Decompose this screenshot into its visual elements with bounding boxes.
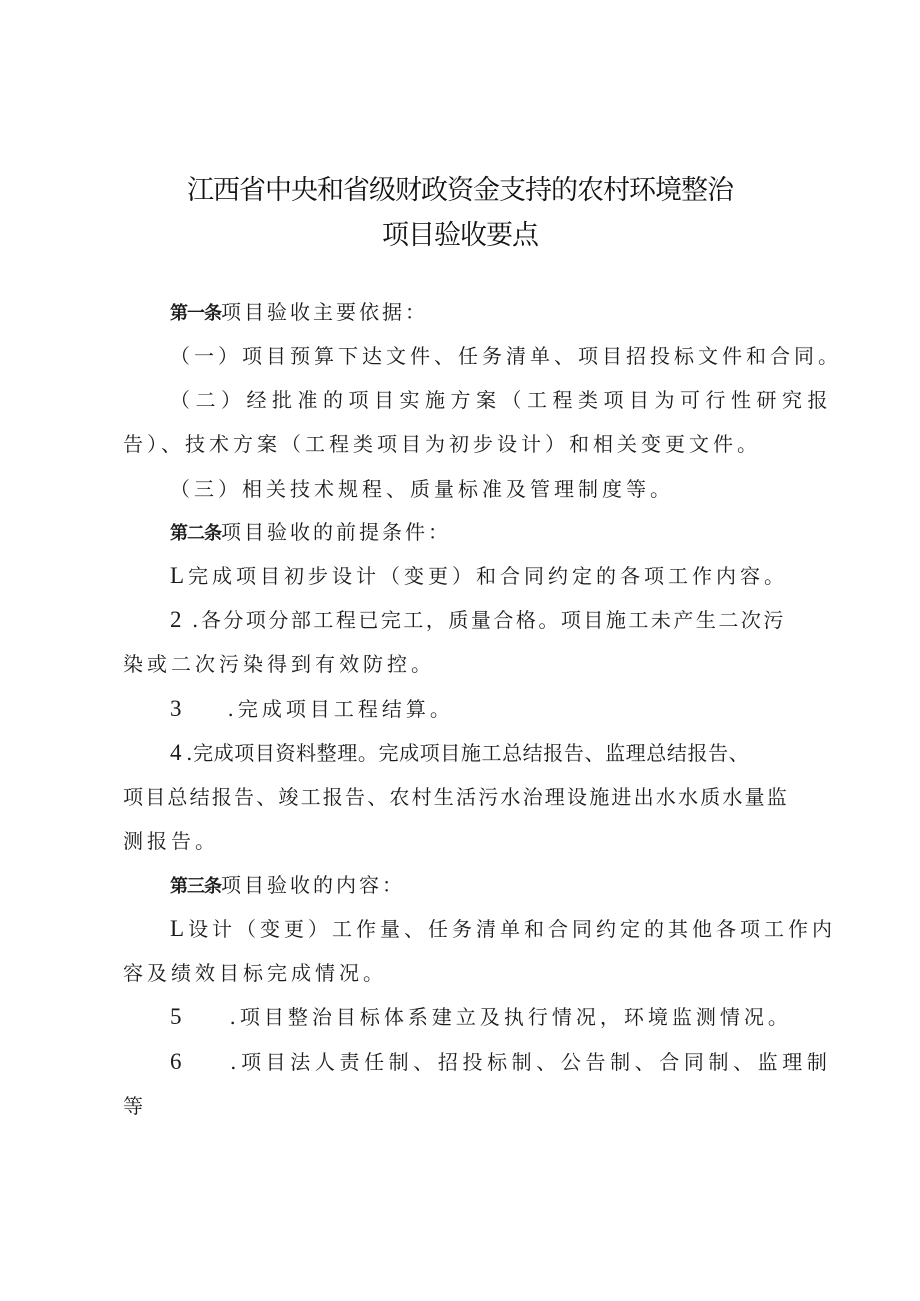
article-3-item-1-line-1: [170, 917, 836, 941]
article-1-heading: [170, 300, 428, 326]
article-3-item-1-line-2: 容及绩效目标完成情况。: [123, 961, 387, 985]
article-2-item-2-text: .各分项分部工程已完工，质量合格。项目施工未产生二次污: [192, 608, 786, 632]
article-1-item-2-line-1: （二）经批准的项目实施方案（工程类项目为可行性研究报: [170, 388, 833, 412]
article-1-text: 项目验收主要依据：: [221, 300, 428, 324]
article-2-item-1-text: 完成项目初步设计（变更）和合同约定的各项工作内容。: [188, 564, 789, 588]
article-2-item-4-number: 4: [170, 740, 183, 765]
article-3-item-1-number: L: [170, 916, 189, 941]
article-2-item-4-line-1: [170, 741, 749, 765]
article-2-item-3: [170, 697, 454, 721]
article-1-item-2-line-2: 告）、技术方案（工程类项目为初步设计）和相关变更文件。: [123, 432, 761, 456]
article-3-item-6-text: .项目法人责任制、招投标制、公告制、合同制、监理制: [230, 1050, 832, 1074]
article-2-item-4-line-2: 项目总结报告、竣工报告、农村生活污水治理设施进出水水质水量监: [123, 785, 789, 809]
article-2-item-4-line-3: 测报告。: [123, 829, 219, 853]
article-2-item-3-text: .完成项目工程结算。: [227, 697, 454, 721]
article-2-item-2-number: 2: [170, 607, 184, 632]
article-3-heading: [170, 873, 405, 899]
article-2-heading: [170, 520, 451, 546]
article-3-item-6-line-1: [170, 1050, 831, 1074]
article-2-label: 第二条: [170, 523, 221, 544]
article-2-item-2-line-2: 染或二次污染得到有效防控。: [123, 652, 435, 676]
article-3-item-1-text: 设计（变更）工作量、任务清单和合同约定的其他各项工作内: [188, 917, 837, 941]
document-title-line-1: 江西省中央和省级财政资金支持的农村环境整治: [187, 175, 733, 206]
article-3-item-6-number: 6: [170, 1049, 187, 1074]
article-1-item-1: （一）项目预算下达文件、任务清单、项目招投标文件和合同。: [170, 344, 842, 368]
article-3-text: 项目验收的内容：: [221, 873, 405, 897]
article-2-item-3-number: 3: [170, 696, 186, 721]
article-2-item-1: [170, 564, 788, 588]
article-3-item-6-line-2: 等: [123, 1094, 147, 1118]
article-1-label: 第一条: [170, 303, 221, 324]
article-2-item-4-text: .完成项目资料整理。完成项目施工总结报告、监理总结报告、: [186, 741, 750, 765]
article-3-item-5: [170, 1005, 792, 1029]
article-2-item-1-number: L: [170, 563, 189, 588]
article-2-text: 项目验收的前提条件：: [221, 520, 451, 544]
article-3-item-5-number: 5: [170, 1004, 186, 1029]
article-3-label: 第三条: [170, 876, 221, 897]
document-title-line-2: 项目验收要点: [382, 220, 538, 251]
article-1-item-3: （三）相关技术规程、质量标准及管理制度等。: [170, 477, 674, 501]
article-2-item-2-line-1: [170, 608, 786, 632]
article-3-item-5-text: .项目整治目标体系建立及执行情况，环境监测情况。: [229, 1005, 792, 1029]
